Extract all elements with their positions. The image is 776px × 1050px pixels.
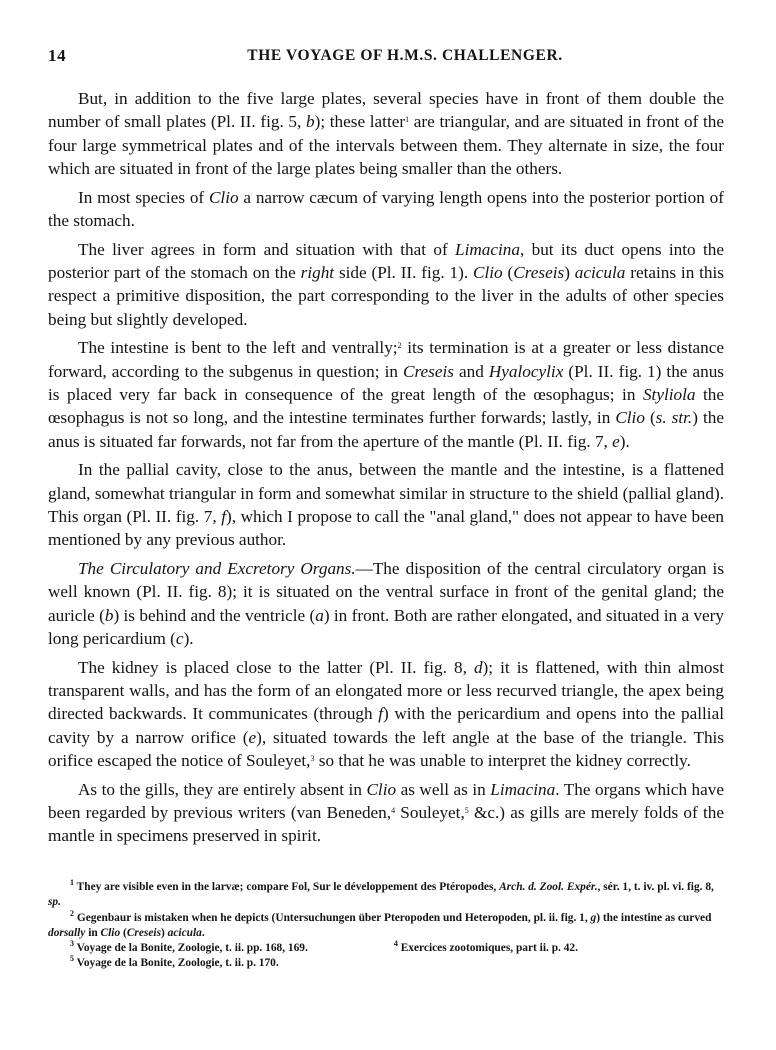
footnote-ref-2[interactable]: 2 xyxy=(397,341,402,351)
paragraph-gills: As to the gills, they are entirely absent in Clio as well as in Limacina. The organs which have been regarded by previous writers (van Beneden,$^4$ Souleyet,$^5$ &c.) as gills are merely folds of the mantle in specimens preserved in spirit. xyxy=(48,779,725,846)
paragraph-pallial-cavity: In the pallial cavity, close to the anus, between the mantle and the intestine, is a flattened gland, somewhat triangular in form and somewhat similar in structure to the shield (pallial gland). This organ (Pl. II. fig. 7, f), which I propose to call the "anal gland," does not appear to have been mentioned by any previous author. xyxy=(48,460,724,550)
section-heading-circulatory: The Circulatory and Excretory Organs. xyxy=(78,559,356,579)
paragraph-liver: The liver agrees in form and situation with that of Limacina, but its duct opens into the posterior part of the stomach on the right side (Pl. II. fig. 1). Clio (Creseis) acicula retains in this respect a primitive disposition, the part corresponding to the liver in the adults of other species being but slightly developed. xyxy=(48,239,724,329)
footnote-ref-3[interactable]: 3 xyxy=(310,754,315,764)
footnote-1: $^1$ They are visible even in the larvæ; compare Fol, Sur le développement des Ptéropodes, Arch. d. Zool. Expér., sér. 1, t. iv. pl. vi. fig. 8, sp. xyxy=(48,878,714,909)
footnote-4: $^4$ Exercices zootomiques, part ii. p. 42. xyxy=(393,939,578,955)
running-title: THE VOYAGE OF H.M.S. CHALLENGER. xyxy=(247,47,563,64)
footnote-5: $^5$ Voyage de la Bonite, Zoologie, t. ii. p. 170. xyxy=(70,954,279,970)
paragraph-intestine: The intestine is bent to the left and ventrally;$^2$ its termination is at a greater or less distance forward, according to the subgenus in question; in Creseis and Hyalocylix (Pl. II. fig. 1) the anus is placed very far back in consequence of the great length of the œsophagus; in Styliola the œsophagus is not so long, and the intestine terminates further forwards; lastly, in Clio (s. str.) the anus is situated far forwards, not far from the aperture of the mantle (Pl. II. fig. 7, e). xyxy=(48,338,724,451)
paragraph-circulatory: The Circulatory and Excretory Organs.—The disposition of the central circulatory organ is well known (Pl. II. fig. 8); it is situated on the ventral surface in front of the genital gland; the auricle (b) is behind and the ventricle (a) in front. Both are rather elongated, and situated in a very long pericardium (c). xyxy=(48,559,725,649)
page-number: 14 xyxy=(48,46,67,65)
footnote-2: $^2$ Gegenbaur is mistaken when he depicts (Untersuchungen über Pteropoden und Heteropoden, pl. ii. fig. 1, g) the intestine as curved dorsally in Clio (Creseis) acicula. xyxy=(48,908,712,939)
footnote-ref-1[interactable]: 1 xyxy=(405,115,410,125)
paragraph-caecum: In most species of Clio a narrow cæcum of varying length opens into the posterior portion of the stomach. xyxy=(48,187,724,230)
body-text xyxy=(48,87,724,853)
paragraph-small-plates: But, in addition to the five large plates, several species have in front of them double the number of small plates (Pl. II. fig. 5, b); these latter$^1$ are triangular, and are situated in front of the four large symmetrical plates and of the intervals between them. They alternate in size, the four which are situated in front of the large plates being smaller than the others. xyxy=(48,89,724,178)
footnote-row-3-4 xyxy=(48,941,724,956)
footnote-3: $^3$ Voyage de la Bonite, Zoologie, t. ii. pp. 168, 169. xyxy=(70,939,308,955)
footnote-ref-4[interactable]: 4 xyxy=(391,806,396,816)
footnotes xyxy=(48,880,724,972)
paragraph-kidney: The kidney is placed close to the latter (Pl. II. fig. 8, d); it is flattened, with thin almost transparent walls, and has the form of an elongated more or less recurved triangle, the apex being directed backwards. It communicates (through f) with the pericardium and opens into the pallial cavity by a narrow orifice (e), situated towards the left angle at the base of the triangle. This orifice escaped the notice of Souleyet,$^3$ so that he was unable to interpret the kidney correctly. xyxy=(48,657,724,771)
footnote-ref-5[interactable]: 5 xyxy=(464,806,469,816)
